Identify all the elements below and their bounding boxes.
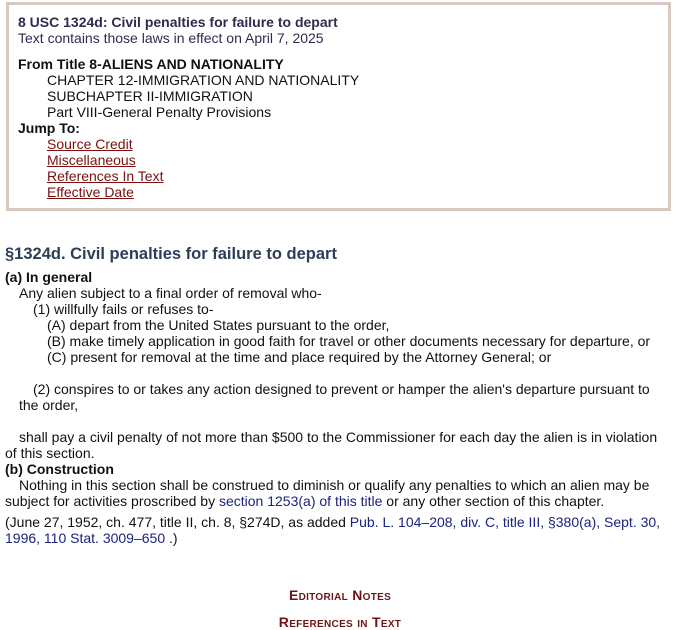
source-credit-text: (June 27, 1952, ch. 477, title II, ch. 8, §274D, as added (5, 514, 350, 530)
source-credit-end: .) (165, 530, 178, 546)
penalty-clause-line1: shall pay a civil penalty of not more than $500 to the Commissioner for each day the alien is in violation (19, 429, 658, 445)
section-body (5, 244, 670, 546)
penalty-clause-line2: of this section. (5, 445, 95, 461)
statute-link[interactable]: 1996, 110 Stat. 3009–650 (5, 530, 166, 546)
subsection-a-intro: Any alien subject to a final order of removal who- (19, 285, 322, 301)
title-hierarchy-chapter: CHAPTER 12-IMMIGRATION AND NATIONALITY (47, 72, 360, 88)
subsection-b-heading: (b) Construction (5, 461, 114, 477)
source-credit-line1 (5, 514, 670, 530)
jump-link-source-credit[interactable]: Source Credit (47, 136, 133, 152)
jump-to-label: Jump To: (18, 120, 80, 136)
title-hierarchy-subchapter: SUBCHAPTER II-IMMIGRATION (47, 88, 253, 104)
section-1253a-link[interactable]: section 1253(a) of this title (218, 493, 383, 509)
document-title: 8 USC 1324d: Civil penalties for failure to depart (18, 14, 338, 30)
subsection-a-heading: (a) In general (5, 269, 93, 285)
public-law-link[interactable]: Pub. L. 104–208, div. C, title III, §380(a), Sept. 30, (349, 514, 661, 530)
paragraph-a1: (1) willfully fails or refuses to- (33, 301, 214, 317)
subparagraph-a1B: (B) make timely application in good faith for travel or other documents necessary for departure, or (47, 333, 651, 349)
paragraph-a2-line1: (2) conspires to or takes any action designed to prevent or hamper the alien's departure pursuant to (33, 381, 650, 397)
title-hierarchy-part: Part VIII-General Penalty Provisions (47, 104, 272, 120)
title-hierarchy-title: From Title 8-ALIENS AND NATIONALITY (18, 56, 284, 72)
references-in-text-heading: References in Text (278, 614, 402, 630)
section-heading: §1324d. Civil penalties for failure to depart (5, 245, 337, 263)
subsection-b-text-pre: subject for activities proscribed by (5, 493, 219, 509)
subparagraph-a1A: (A) depart from the United States pursuant to the order, (47, 317, 390, 333)
subsection-b-line2 (5, 493, 670, 509)
jump-link-references-in-text[interactable]: References In Text (47, 168, 164, 184)
jump-link-miscellaneous[interactable]: Miscellaneous (47, 152, 136, 168)
subparagraph-a1C: (C) present for removal at the time and place required by the Attorney General; or (47, 349, 552, 365)
editorial-notes-heading: Editorial Notes (288, 587, 392, 603)
jump-link-effective-date[interactable]: Effective Date (47, 184, 134, 200)
subsection-b-text-post: or any other section of this chapter. (382, 493, 605, 509)
document-subtitle: Text contains those laws in effect on April 7, 2025 (18, 30, 324, 46)
subsection-b-line1: Nothing in this section shall be construed to diminish or qualify any penalties to which an alien may be (19, 477, 650, 493)
source-credit-line2 (5, 530, 670, 546)
paragraph-a2-line2: the order, (19, 397, 79, 413)
document-header-box (6, 2, 671, 211)
